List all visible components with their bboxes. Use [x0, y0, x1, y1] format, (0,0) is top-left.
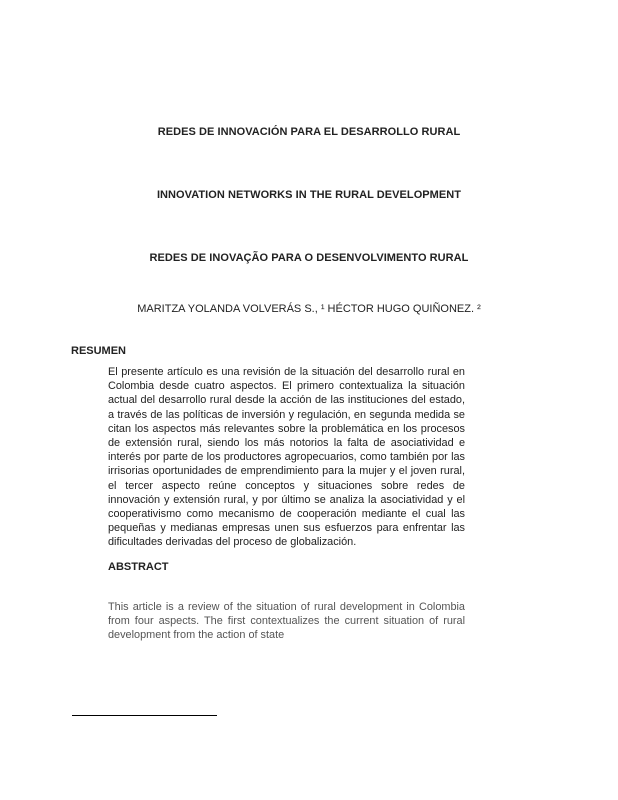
resumen-heading: RESUMEN — [71, 345, 127, 357]
footnote-separator — [72, 715, 217, 716]
title-english: INNOVATION NETWORKS IN THE RURAL DEVELOPMENT — [156, 189, 462, 201]
abstract-heading: ABSTRACT — [108, 561, 169, 573]
resumen-line: cooperativismo como mecanismo de cooperación mediante el cual las — [108, 507, 465, 520]
resumen-line: innovación y extensión rural, y por último se analiza la asociatividad y el — [108, 493, 465, 506]
resumen-line: de extensión rural, siendo los más notorios la falta de asociatividad e — [108, 436, 465, 449]
abstract-line: This article is a review of the situation of rural development in Colombia — [108, 601, 465, 613]
resumen-body — [108, 365, 465, 549]
title-spanish: REDES DE INNOVACIÓN PARA EL DESARROLLO RURAL — [157, 126, 461, 138]
resumen-line: citan los aspectos más relevantes sobre la problemática en los procesos — [108, 422, 465, 435]
resumen-line: dificultades derivadas del proceso de globalización. — [108, 536, 357, 549]
resumen-line: interés por parte de los productores agropecuarios, como también por las — [108, 451, 465, 464]
resumen-line: irrisorias oportunidades de emprendimiento para la mujer y el joven rural, — [108, 465, 465, 478]
resumen-line: actual del desarrollo rural desde la acción de las instituciones del estado, — [108, 394, 465, 407]
resumen-line: El presente artículo es una revisión de la situación del desarrollo rural en — [108, 366, 465, 378]
title-portuguese: REDES DE INOVAÇÃO PARA O DESENVOLVIMENTO RURAL — [149, 252, 469, 264]
resumen-line: pequeñas y medianas empresas unen sus esfuerzos para enfrentar las — [108, 522, 465, 535]
abstract-line: development from the action of state — [108, 629, 285, 642]
resumen-line: el tercer aspecto reúne conceptos y situaciones sobre redes de — [108, 479, 465, 492]
resumen-line: a través de las políticas de inversión y regulación, en segunda medida se — [108, 408, 465, 421]
resumen-line: Colombia desde cuatro aspectos. El primero contextualiza la situación — [108, 380, 465, 393]
abstract-body — [108, 600, 465, 643]
author-line: MARITZA YOLANDA VOLVERÁS S., ¹ HÉCTOR HUGO QUIÑONEZ. ² — [137, 303, 481, 315]
abstract-line: from four aspects. The first contextualizes the current situation of rural — [108, 615, 465, 628]
